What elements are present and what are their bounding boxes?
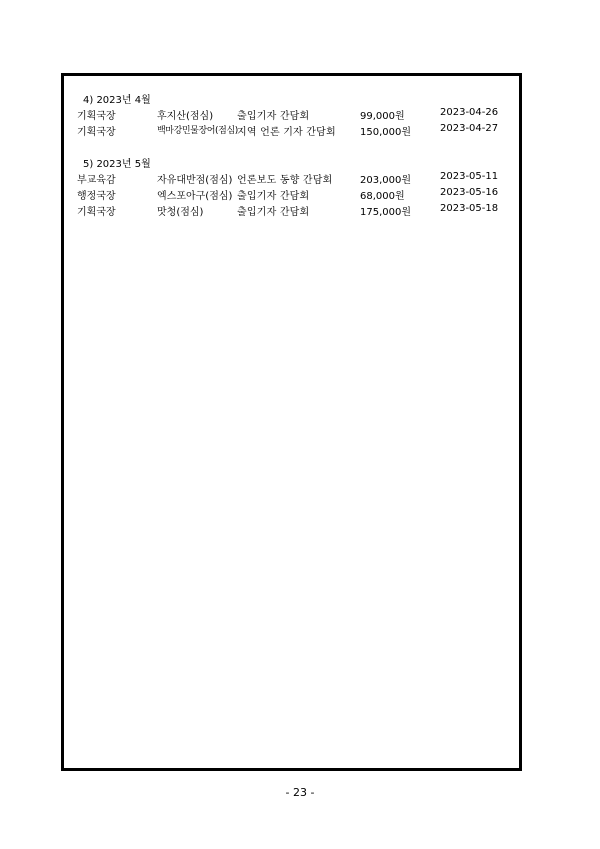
place-cell: 후지산(점심) xyxy=(157,111,214,122)
section-title-april: 4) 2023년 4월 xyxy=(83,95,151,106)
amount-cell: 203,000원 xyxy=(360,175,412,186)
table-row xyxy=(0,107,600,123)
position-cell: 기획국장 xyxy=(77,207,116,218)
position-cell: 행정국장 xyxy=(77,191,116,202)
position-cell: 기획국장 xyxy=(77,111,116,122)
date-cell: 2023-05-11 xyxy=(440,171,499,182)
place-cell: 맛청(점심) xyxy=(157,207,204,218)
table-row xyxy=(0,203,600,219)
table-row xyxy=(0,171,600,187)
place-cell: 자유대반점(점심) xyxy=(157,175,233,186)
position-cell: 기획국장 xyxy=(77,127,116,138)
date-cell: 2023-05-16 xyxy=(440,187,499,198)
purpose-cell: 언론보도 동향 간담회 xyxy=(237,175,333,186)
purpose-cell: 출입기자 간담회 xyxy=(237,191,310,202)
position-cell: 부교육감 xyxy=(77,175,116,186)
section-title-may: 5) 2023년 5월 xyxy=(83,159,151,170)
page-number: - 23 - xyxy=(285,786,315,799)
date-cell: 2023-04-27 xyxy=(440,123,499,134)
purpose-cell: 출입기자 간담회 xyxy=(237,207,310,218)
date-cell: 2023-05-18 xyxy=(440,203,499,214)
place-cell: 백마강민물장어(점심) xyxy=(157,126,238,136)
table-row xyxy=(0,187,600,203)
amount-cell: 175,000원 xyxy=(360,207,412,218)
amount-cell: 99,000원 xyxy=(360,111,405,122)
table-row xyxy=(0,123,600,139)
amount-cell: 150,000원 xyxy=(360,127,412,138)
amount-cell: 68,000원 xyxy=(360,191,405,202)
purpose-cell: 지역 언론 기자 간담회 xyxy=(237,127,336,138)
place-cell: 엑스포아구(점심) xyxy=(157,191,233,202)
purpose-cell: 출입기자 간담회 xyxy=(237,111,310,122)
date-cell: 2023-04-26 xyxy=(440,107,499,118)
